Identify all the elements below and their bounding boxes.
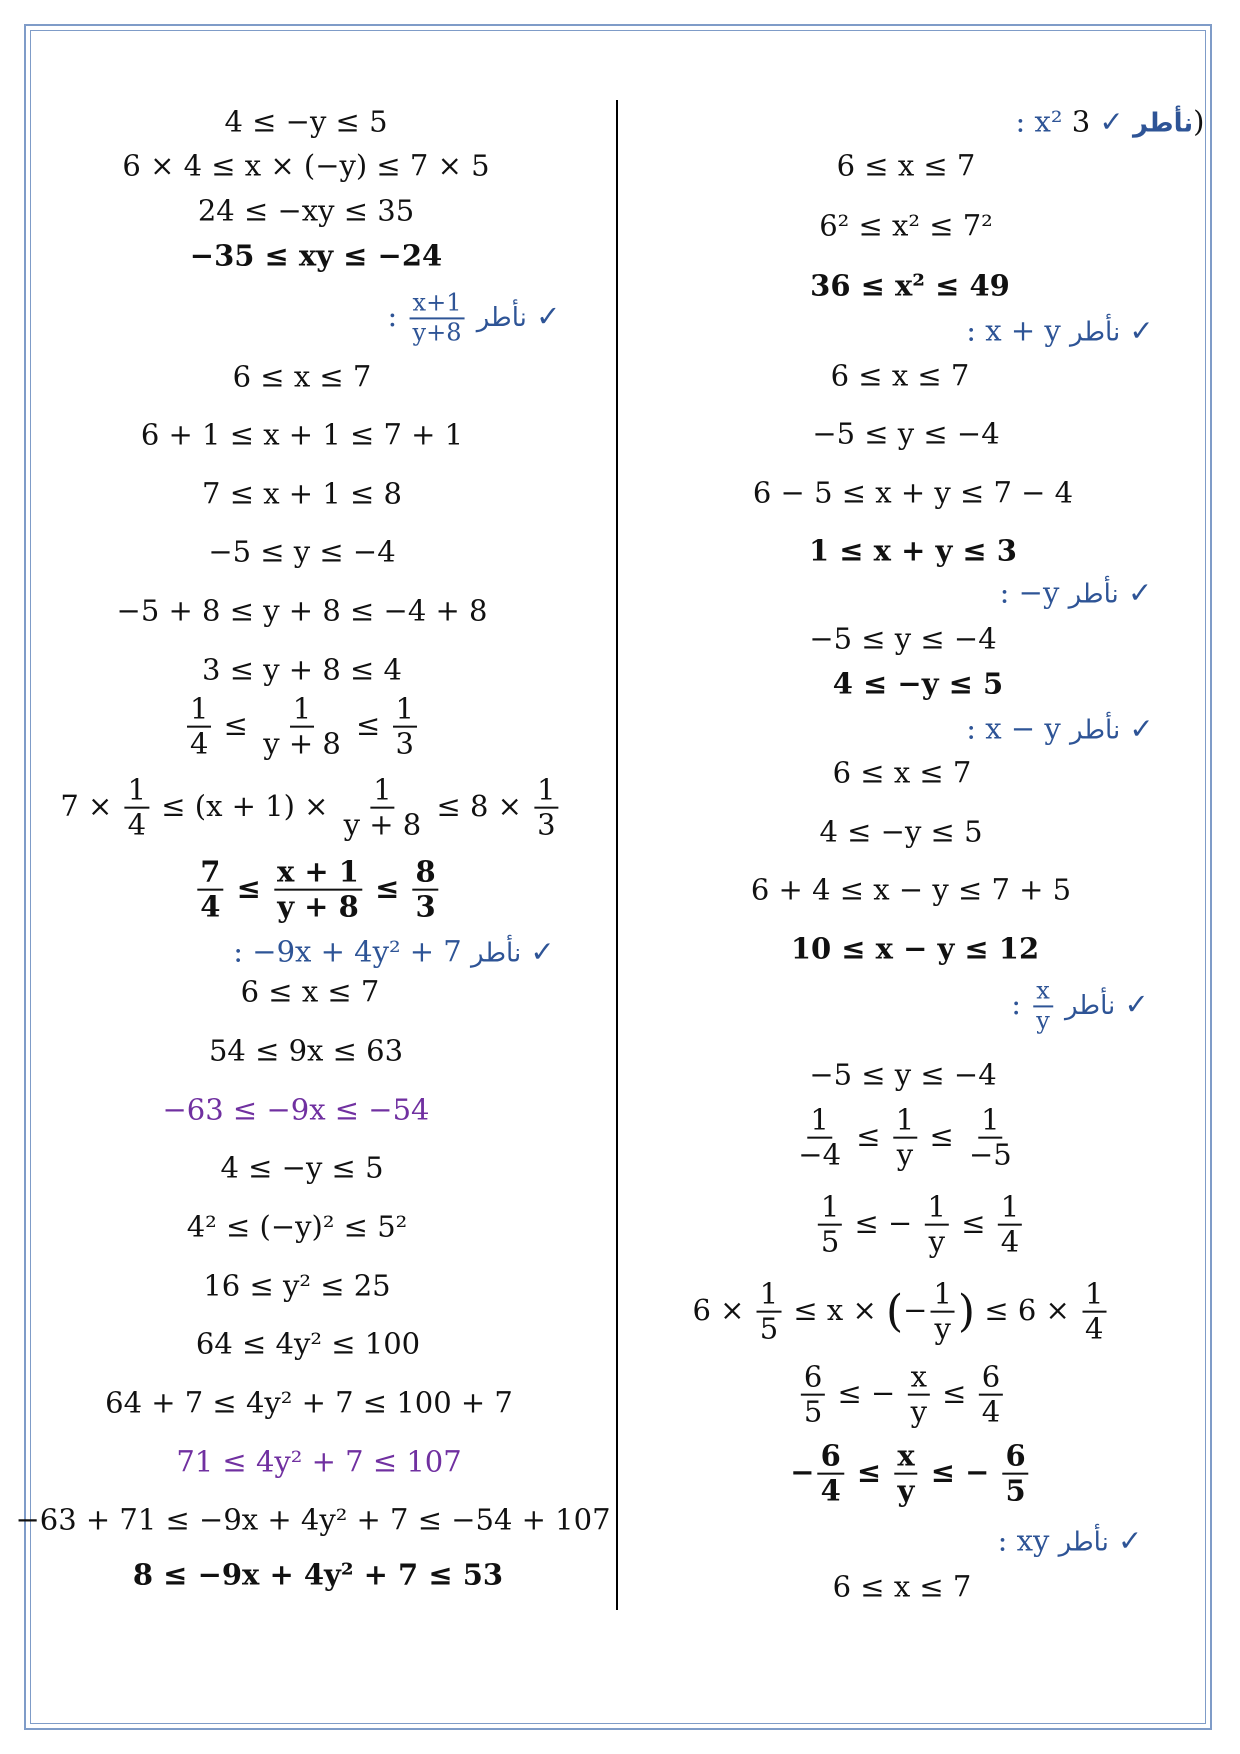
heading-expression: −9x + 4y² + 7 [252, 934, 462, 969]
right-line-2: 6² ≤ x² ≤ 7² [819, 208, 993, 243]
left-line-12-fractions: 7 × $\frac{1}{4}$ ≤ (x + 1) × $\frac{1}{y + 8}$ ≤ 8 × $\frac{1}{3}$ [60, 774, 561, 843]
right-heading-x-plus-y: : x + y نأطر ✓ [966, 313, 1154, 348]
right-line-8: −5 ≤ y ≤ −4 [809, 621, 997, 656]
column-divider [616, 100, 618, 1610]
heading-colon: : [387, 299, 398, 333]
right-line-17-fractions: 6 × $\frac{1}{5}$ ≤ x × (− $\frac{1}{y}$ ) ≤ 6 × $\frac{1}{4}$ [693, 1278, 1110, 1347]
left-line-15: 54 ≤ 9x ≤ 63 [208, 1033, 404, 1068]
right-line-19-result: − $\frac{6}{4}$ ≤ $\frac{x}{y}$ ≤ − $\frac{6}{5}$ [790, 1440, 1031, 1509]
left-line-13-result: $\frac{7}{4}$ ≤ $\frac{x + 1}{y + 8}$ ≤ $\frac{8}{3}$ [194, 856, 441, 925]
left-line-6: 6 + 1 ≤ x + 1 ≤ 7 + 1 [140, 417, 464, 452]
left-line-24-result: 8 ≤ −9x + 4y² + 7 ≤ 53 [132, 1557, 504, 1592]
right-line-13-result: 10 ≤ x − y ≤ 12 [790, 931, 1040, 966]
right-heading-x-minus-y: : x − y نأطر ✓ [966, 711, 1154, 746]
check-mark-icon: ✓ [536, 299, 561, 333]
right-line-7-result: 1 ≤ x + y ≤ 3 [809, 533, 1017, 568]
check-mark-icon: ✓ [530, 934, 555, 969]
right-line-18-fractions: $\frac{6}{5}$ ≤ − $\frac{x}{y}$ ≤ $\frac{6}{4}$ [798, 1361, 1006, 1430]
left-line-19: 16 ≤ y² ≤ 25 [203, 1268, 391, 1303]
heading-label: نأطر [476, 303, 527, 333]
left-line-23: −63 + 71 ≤ −9x + 4y² + 7 ≤ −54 + 107 [15, 1502, 611, 1537]
heading-fraction: $\frac{x+1}{y+8}$ [410, 289, 465, 346]
right-heading-minus-y: : −y نأطر ✓ [999, 575, 1153, 610]
right-line-14: −5 ≤ y ≤ −4 [809, 1057, 997, 1092]
right-line-3-result: 36 ≤ x² ≤ 49 [810, 268, 1010, 303]
right-heading-x-over-y: : $\frac{x}{y}$ نأطر ✓ [1011, 976, 1149, 1034]
left-line-8: −5 ≤ y ≤ −4 [208, 534, 396, 569]
left-line-1: 4 ≤ −y ≤ 5 [224, 104, 388, 139]
right-line-20: 6 ≤ x ≤ 7 [832, 1569, 972, 1604]
left-line-10: 3 ≤ y + 8 ≤ 4 [202, 652, 402, 687]
left-line-21: 64 + 7 ≤ 4y² + 7 ≤ 100 + 7 [105, 1385, 513, 1420]
left-line-4-result: −35 ≤ xy ≤ −24 [189, 238, 443, 273]
left-line-22-partial: 71 ≤ 4y² + 7 ≤ 107 [176, 1444, 462, 1479]
left-line-5: 6 ≤ x ≤ 7 [232, 359, 372, 394]
right-line-11: 4 ≤ −y ≤ 5 [819, 814, 983, 849]
left-line-20: 64 ≤ 4y² ≤ 100 [195, 1326, 421, 1361]
left-line-2: 6 × 4 ≤ x × (−y) ≤ 7 × 5 [122, 148, 490, 183]
left-line-7: 7 ≤ x + 1 ≤ 8 [202, 476, 402, 511]
right-line-4: 6 ≤ x ≤ 7 [830, 358, 970, 393]
left-line-16-partial: −63 ≤ −9x ≤ −54 [162, 1092, 430, 1127]
left-line-14: 6 ≤ x ≤ 7 [240, 974, 380, 1009]
right-line-6: 6 − 5 ≤ x + y ≤ 7 − 4 [752, 475, 1074, 510]
right-heading-x-squared: : x² نأطر ✓ 3) [1015, 104, 1205, 139]
left-heading-frame-expression: : −9x + 4y² + 7 نأطر ✓ [233, 934, 555, 969]
check-mark-icon: ✓ [1118, 1523, 1143, 1558]
check-mark-icon: ✓ [1128, 575, 1153, 610]
check-mark-icon: ✓ [1124, 987, 1149, 1021]
check-mark-icon: ✓ [1099, 104, 1124, 139]
check-mark-icon: ✓ [1129, 313, 1154, 348]
left-heading-frame-fraction [388, 289, 561, 346]
right-line-5: −5 ≤ y ≤ −4 [812, 416, 1000, 451]
left-line-17: 4 ≤ −y ≤ 5 [220, 1150, 384, 1185]
right-line-16-fractions: $\frac{1}{5}$ ≤ − $\frac{1}{y}$ ≤ $\frac{1}{4}$ [815, 1191, 1025, 1260]
check-mark-icon: ✓ [1129, 711, 1154, 746]
exercise-number: 3) [1071, 104, 1205, 139]
right-heading-xy: : xy نأطر ✓ [997, 1523, 1143, 1558]
left-line-9: −5 + 8 ≤ y + 8 ≤ −4 + 8 [116, 593, 488, 628]
right-line-10: 6 ≤ x ≤ 7 [832, 755, 972, 790]
left-line-3: 24 ≤ −xy ≤ 35 [197, 193, 415, 228]
right-line-12: 6 + 4 ≤ x − y ≤ 7 + 5 [750, 872, 1072, 907]
right-line-15-fractions: $\frac{1}{-4}$ ≤ $\frac{1}{y}$ ≤ $\frac{1}{-5}$ [798, 1102, 1012, 1172]
right-line-1: 6 ≤ x ≤ 7 [836, 148, 976, 183]
right-line-9-result: 4 ≤ −y ≤ 5 [832, 666, 1004, 701]
left-line-11-fractions: $\frac{1}{4}$ ≤ $\frac{1}{y + 8}$ ≤ $\frac{1}{3}$ [184, 693, 420, 762]
left-line-18: 4² ≤ (−y)² ≤ 5² [186, 1209, 408, 1244]
